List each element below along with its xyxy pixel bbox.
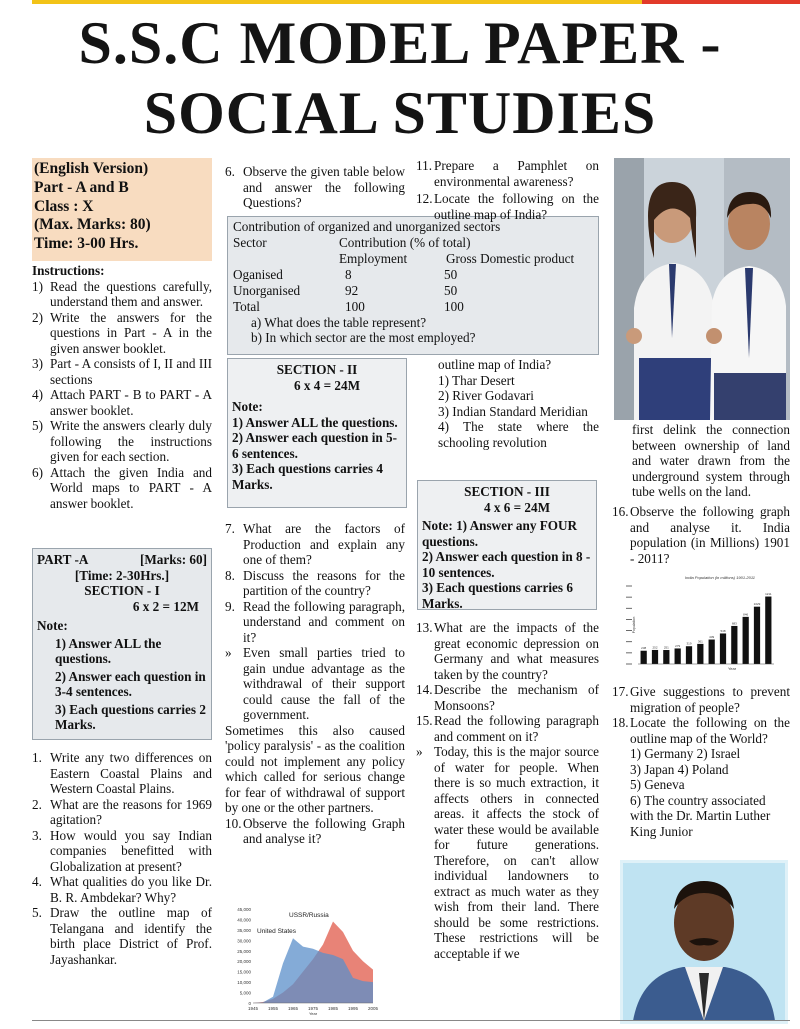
- top-accent-bar: [32, 0, 642, 4]
- instruction-item: 1) Read the questions carefully, understand them and answer.: [32, 278, 212, 309]
- exam-info-box: [32, 158, 212, 261]
- bar-value-label: 361: [697, 639, 703, 644]
- q18-item-1: 1) Germany 2) Israel: [630, 746, 741, 761]
- question-9-paragraph2: Sometimes this also caused 'policy paralysis' - as the coalition could not implement any policy which called for serious change for fear of withdrawal of support by one or the other partners.: [225, 722, 405, 815]
- section3-title: SECTION - III: [464, 484, 550, 499]
- table-header-contribution: Contribution (% of total): [339, 234, 471, 250]
- x-tick-label: 1945: [247, 1006, 259, 1011]
- bar-value-label: 279: [675, 643, 681, 648]
- x-axis-label: Year: [727, 666, 737, 671]
- question-6: 6. Observe the given table below and answer the following Questions?: [225, 164, 405, 210]
- population-bar: [720, 633, 726, 664]
- table-row: [233, 283, 593, 299]
- chart-title: India Population (in millions) 1901-2011: [685, 575, 755, 580]
- x-axis-label: Year: [308, 1011, 318, 1016]
- table-cell-gdp: 50: [444, 266, 458, 282]
- question-5: 5. Draw the outline map of Telangana and identify the birth place District of Prof. Jayashankar.: [32, 905, 212, 967]
- instructions-list: [32, 279, 212, 512]
- q15-paragraph-continued: first delink the connection between ownership of land and water drawn from the underground system through tube wells on the land.: [632, 422, 790, 499]
- bar-value-label: 319: [686, 641, 692, 646]
- question-2: 2. What are the reasons for 1969 agitation?: [32, 796, 212, 827]
- population-bar: [652, 650, 658, 664]
- x-tick-label: 2005: [367, 1006, 379, 1011]
- instruction-item: 2) Write the answers for the questions in Part - A in the given answer booklet.: [32, 309, 212, 356]
- q12-map-outline-text: outline map of India?: [438, 357, 552, 372]
- table-cell-gdp: 50: [444, 282, 458, 298]
- y-tick-label: 5,000: [239, 990, 251, 996]
- table-cell-gdp: 100: [444, 298, 464, 314]
- population-bar: [743, 617, 749, 664]
- exam-class: Class : X: [34, 197, 94, 215]
- section1-note1: 1) Answer ALL the questions.: [55, 635, 162, 666]
- table-header-employment: Employment: [339, 250, 408, 266]
- question-14: 14. Describe the mechanism of Monsoons?: [416, 682, 599, 713]
- section2-note3: 3) Each questions carries 4 Marks.: [232, 461, 383, 492]
- question-9-paragraph: » Even small parties tried to gain undue advantage as the withdrawal of their support could cause the fall of the government.: [225, 645, 405, 722]
- y-tick-label: 0: [248, 1001, 251, 1006]
- q12-item-3: 3) Indian Standard Meridian: [438, 403, 588, 419]
- bar-value-label: 251: [663, 645, 669, 650]
- exam-time: Time: 3-00 Hrs.: [34, 235, 139, 253]
- students-photo: [614, 158, 790, 420]
- population-bar: [686, 646, 692, 664]
- section1-title: SECTION - I: [84, 583, 160, 598]
- population-bar: [675, 648, 681, 664]
- question-12: 12. Locate the following on the outline map of India?: [416, 191, 599, 222]
- part-a-section1-box: [32, 548, 212, 740]
- question-1: 1. Write any two differences on Eastern Coastal Plains and Western Coastal Plains.: [32, 750, 212, 796]
- bottom-divider: [32, 1020, 790, 1021]
- question-7: 7. What are the factors of Production and explain any one of them?: [225, 521, 405, 567]
- table-row: [233, 299, 593, 315]
- population-bar: [731, 626, 737, 664]
- table-question-a: a) What does the table represent?: [251, 314, 427, 330]
- exam-version: (English Version): [34, 160, 149, 177]
- section3-box: [417, 480, 597, 610]
- question-18: 18. Locate the following on the outline map of the World?: [612, 715, 790, 746]
- question-11: 11. Prepare a Pamphlet on environmental awareness?: [416, 158, 599, 189]
- y-tick-label: 25,000: [237, 948, 251, 954]
- instruction-item: 4) Attach PART - B to PART - A answer booklet.: [32, 387, 212, 418]
- x-tick-label: 1955: [267, 1006, 279, 1011]
- section3-note3: 3) Each questions carries 6 Marks.: [422, 580, 573, 611]
- legend-ussr: USSR/Russia: [289, 912, 329, 919]
- y-axis-label: Population: [632, 616, 636, 634]
- table-caption: Contribution of organized and unorganized sectors: [233, 219, 501, 234]
- question-3: 3. How would you say Indian companies benefitted with Globalization at present?: [32, 827, 212, 874]
- instruction-item: 3) Part - A consists of I, II and III sections: [32, 356, 212, 387]
- y-tick-label: 45,000: [237, 907, 251, 912]
- section3-marks: 4 x 6 = 24M: [483, 499, 551, 515]
- y-tick-label: 30,000: [237, 938, 251, 944]
- table-cell-sector: Unorganised: [233, 282, 301, 298]
- q18-item-4: 6) The country associated with the Dr. Martin Luther King Junior: [630, 792, 771, 839]
- top-accent-bar-red: [642, 0, 800, 4]
- x-tick-label: 1975: [307, 1006, 319, 1011]
- population-bar: [709, 640, 715, 664]
- section2-note: Note:: [232, 399, 263, 414]
- q12-item-2: 2) River Godavari: [438, 388, 534, 403]
- bar-value-label: 1029: [753, 602, 761, 607]
- section2-marks: 6 x 4 = 24M: [293, 377, 361, 393]
- sector-table-box: [227, 216, 599, 355]
- table-body: [233, 267, 593, 315]
- table-cell-employment: 8: [345, 266, 352, 282]
- part-a-time: [Time: 2-30Hrs.]: [74, 567, 170, 583]
- question-9: 9. Read the following paragraph, understand and comment on it?: [225, 598, 405, 645]
- question-15-paragraph: » Today, this is the major source of water for people. When there is so much extraction, it affects others in connected areas. it affects the stock of water these would be available for future generations. Therefore, on can't allow individual landowners to extract as much water as they wish from their land. There should be some restrictions. These restrictions will be acceptable if we: [416, 744, 599, 961]
- table-cell-employment: 100: [345, 298, 365, 314]
- table-header-gdp: Gross Domestic product: [446, 250, 575, 266]
- legend-us: United States: [257, 928, 297, 935]
- page-title-line1: S.S.C MODEL PAPER -: [78, 10, 722, 76]
- population-bar: [765, 597, 771, 664]
- question-17: 17. Give suggestions to prevent migration of people?: [612, 684, 790, 715]
- question-13: 13. What are the impacts of the great economic depression on Germany and what measures taken by the country?: [416, 620, 599, 682]
- section1-marks: 6 x 2 = 12M: [132, 598, 199, 614]
- bar-value-label: 548: [720, 628, 726, 633]
- population-bar: [641, 651, 647, 664]
- question-16: 16. Observe the following graph and analyse it. India population (in Millions) 1901 - 2011?: [612, 504, 790, 566]
- y-tick-label: 10,000: [237, 980, 251, 986]
- q12-item-4: 4) The state where the schooling revolution: [438, 419, 599, 450]
- instruction-item: 5) Write the answers clearly duly following the instructions given for each section.: [32, 418, 212, 464]
- section2-box: [227, 358, 407, 508]
- questions-1-5: [32, 750, 212, 967]
- question-8: 8. Discuss the reasons for the partition of the country?: [225, 567, 405, 598]
- table-question-b: b) In which sector are the most employed?: [251, 330, 476, 345]
- ussr-us-area-chart: [227, 903, 377, 1015]
- table-cell-sector: Oganised: [233, 266, 283, 282]
- bar-value-label: 1211: [765, 592, 772, 597]
- y-tick-label: 35,000: [237, 927, 251, 933]
- section1-note: Note:: [37, 618, 68, 633]
- q12-item-1: 1) Thar Desert: [438, 372, 515, 388]
- table-cell-sector: Total: [233, 298, 260, 314]
- author-photo: [620, 860, 788, 1024]
- page-title-line2: SOCIAL STUDIES: [143, 80, 657, 146]
- x-tick-label: 1985: [327, 1006, 339, 1011]
- section2-note1: 1) Answer ALL the questions.: [232, 414, 398, 430]
- table-header-sector: Sector: [233, 234, 267, 250]
- population-bar: [697, 644, 703, 664]
- table-cell-employment: 92: [345, 282, 359, 298]
- y-tick-label: 15,000: [237, 969, 251, 975]
- question-4: 4. What qualities do you like Dr. B. R. Ambdekar? Why?: [32, 874, 212, 905]
- section3-note2: 2) Answer each question in 8 - 10 sentences.: [422, 549, 591, 580]
- bar-value-label: 439: [709, 635, 715, 640]
- section2-title: SECTION - II: [276, 362, 358, 377]
- x-tick-label: 1995: [347, 1006, 359, 1011]
- question-15: 15. Read the following paragraph and comment on it?: [416, 713, 599, 744]
- section3-note: Note: 1) Answer any FOUR questions.: [422, 518, 578, 549]
- instructions-heading: Instructions:: [32, 263, 105, 278]
- population-bar: [663, 650, 669, 664]
- q18-item-2: 3) Japan 4) Poland: [630, 761, 729, 777]
- instructions: [32, 263, 212, 511]
- table-row: [233, 267, 593, 283]
- part-a-label: PART -A: [37, 552, 89, 567]
- section1-note2: 2) Answer each question in 3-4 sentences.: [55, 668, 206, 699]
- population-bar: [754, 607, 760, 664]
- question-10: 10. Observe the following Graph and analyse it?: [225, 815, 405, 846]
- instruction-item: 6) Attach the given India and World maps to PART - A answer booklet.: [32, 464, 212, 511]
- x-tick-label: 1965: [287, 1006, 299, 1011]
- exam-max-marks: (Max. Marks: 80): [34, 216, 151, 234]
- bar-value-label: 252: [652, 645, 658, 650]
- y-tick-label: 40,000: [237, 917, 251, 923]
- india-population-bar-chart: [620, 572, 778, 672]
- bar-value-label: 238: [641, 646, 647, 651]
- exam-parts: Part - A and B: [34, 178, 129, 196]
- bar-value-label: 683: [731, 621, 737, 626]
- section1-note3: 3) Each questions carries 2 Marks.: [55, 701, 206, 732]
- section2-note2: 2) Answer each question in 5-6 sentences.: [232, 430, 397, 461]
- part-a-marks: [Marks: 60]: [139, 552, 207, 567]
- q18-item-3: 5) Geneva: [630, 777, 685, 792]
- y-tick-label: 20,000: [237, 959, 251, 965]
- bar-value-label: 846: [743, 612, 749, 617]
